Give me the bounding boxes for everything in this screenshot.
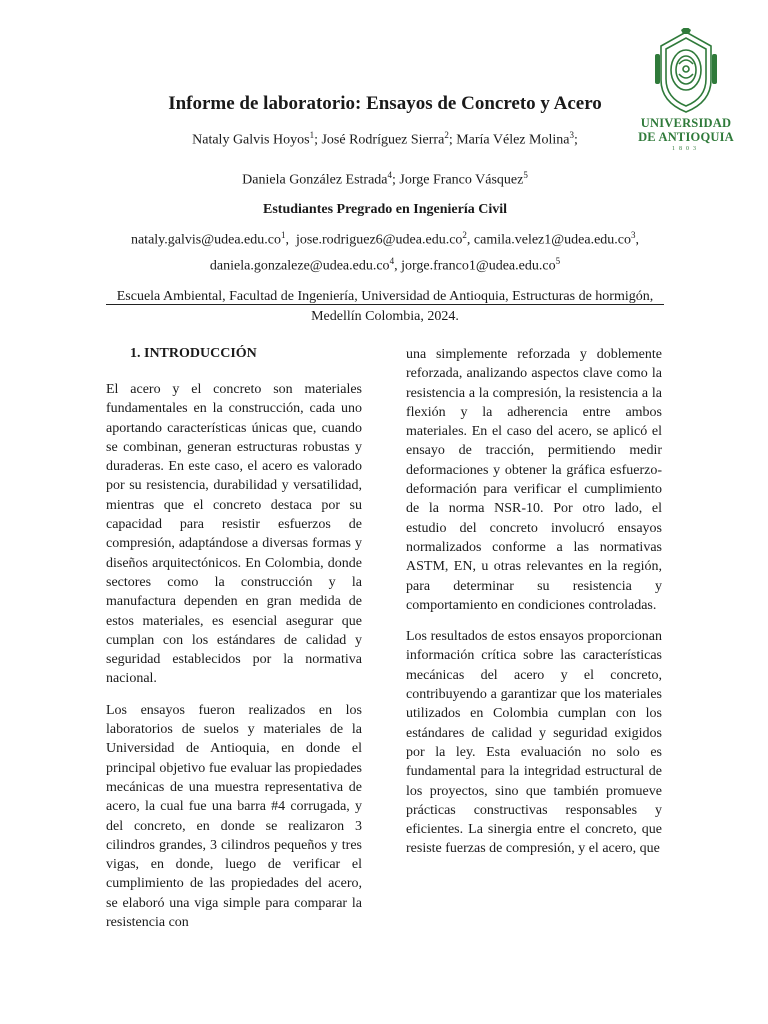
email: jorge.franco1@udea.edu.co [401,258,556,274]
email-sup: 1 [280,230,286,241]
author-name: María Vélez Molina [456,132,570,148]
email: daniela.gonzaleze@udea.edu.co [209,258,390,274]
logo-text-line1: UNIVERSIDAD [640,116,732,130]
author-sup: 4 [387,169,393,180]
affiliation: Escuela Ambiental, Facultad de Ingeniería, Universidad de Antioquia, Estructuras de hormigón, Medellín Colombia, 2024. [116,288,654,324]
email-sup: 3 [631,230,636,241]
header-divider [106,304,664,305]
right-column [406,345,662,871]
email-sup: 4 [389,255,395,266]
paragraph: una simplemente reforzada y doblemente reforzada, analizando aspectos clave como la resistencia a la compresión, la resistencia a la flexión y la adherencia entre ambos materiales. En el caso del acero, se aplicó el ensayo de tracción, permitiendo medir deformaciones y obtener la gráfica esfuerzo-deformación para verificar el cumplimiento de la norma NSR-10. Por otro lado, el estudio del concreto involucró ensayos normalizados conforme a las normativas ASTM, EN, u otras relevantes en la región, para determinar su resistencia y comportamiento en condiciones controladas. [406,347,662,613]
paragraph: El acero y el concreto son materiales fundamentales en la construcción, cada uno aportando características únicas que, cuando se combinan, generan estructuras robustas y duraderas. En este caso, el acero es valorado por su resistencia, durabilidad y versatilidad, mientras que el concreto destaca por su capacidad para resistir esfuerzos de compresión, adaptándose a diversas formas y diseños arquitectónicos. En Colombia, donde sectores como la construcción y la manufactura dependen en gran medida de estos materiales, es esencial asegurar que cumplan con los estándares de calidad y seguridad establecidos por la normativa nacional. [106,382,362,687]
section-heading: 1. INTRODUCCIÓN [130,346,257,361]
author-sup: 1 [309,130,315,140]
author-sup: 5 [523,169,528,180]
author-emails: $nataly.galvis@udea.edu.co^1$, $jose.rodriguez6@udea.edu.co^2$, $camila.velez1@udea.edu.co^3$, $daniela.gonzaleze@udea.edu.co^4$, $jorge.franco1@udea.edu.co^5$ [130,230,640,274]
author-name: Jorge Franco Vásquez [399,172,524,188]
email-sup: 5 [555,255,561,266]
logo-year: 1803 [672,146,700,152]
paper-title: Informe de laboratorio: Ensayos de Concreto y Acero [168,93,602,114]
email: jose.rodriguez6@udea.edu.co [295,232,463,248]
email-sup: 2 [462,230,467,241]
paragraph: Los ensayos fueron realizados en los laboratorios de suelos y materiales de la Universidad de Antioquia, en donde el principal objetivo fue evaluar las propiedades mecánicas de una muestra representativa de acero, la cual fue una barra #4 corrugada, y del concreto, en donde se realizaron 3 cilindros grandes, 3 cilindros pequeños y tres vigas, en donde, luego de verificar el cumplimiento de las propiedades del acero, se elaboró una viga simple para comparar la resistencia con [106,702,362,931]
author-name: Nataly Galvis Hoyos [192,132,310,148]
paper-header [105,92,665,327]
email: nataly.galvis@udea.edu.co [130,232,281,248]
paragraph: Los resultados de estos ensayos proporcionan información crítica sobre las características mecánicas del acero y el concreto, contribuyendo a garantizar que los materiales utilizados en Colombia cumplan con los estándares de calidad y seguridad exigidos por la ley. Esta evaluación no solo es fundamental para la integridad estructural de los proyectos, sino que también promueve prácticas constructivas responsables y eficientes. La sinergia entre el concreto, que resiste fuerzas de compresión, y el acero, que [406,629,662,857]
author-name: Daniela González Estrada [242,172,388,188]
author-sup: 2 [444,130,449,140]
author-sup: 3 [569,130,574,140]
left-column [106,344,362,944]
logo-text-line2: DE ANTIOQUIA [638,130,734,144]
author-group: Estudiantes Pregrado en Ingeniería Civil [263,202,507,218]
email: camila.velez1@udea.edu.co [473,232,632,248]
author-name: José Rodríguez Sierra [321,132,445,148]
authors-line-1: Nataly Galvis Hoyos$^1$; José Rodríguez Sierra$^2$; María Vélez Molina$^3$; [192,130,578,148]
authors-line-2: Daniela González Estrada$^4$; Jorge Franco Vásquez$^5$ [242,169,528,188]
